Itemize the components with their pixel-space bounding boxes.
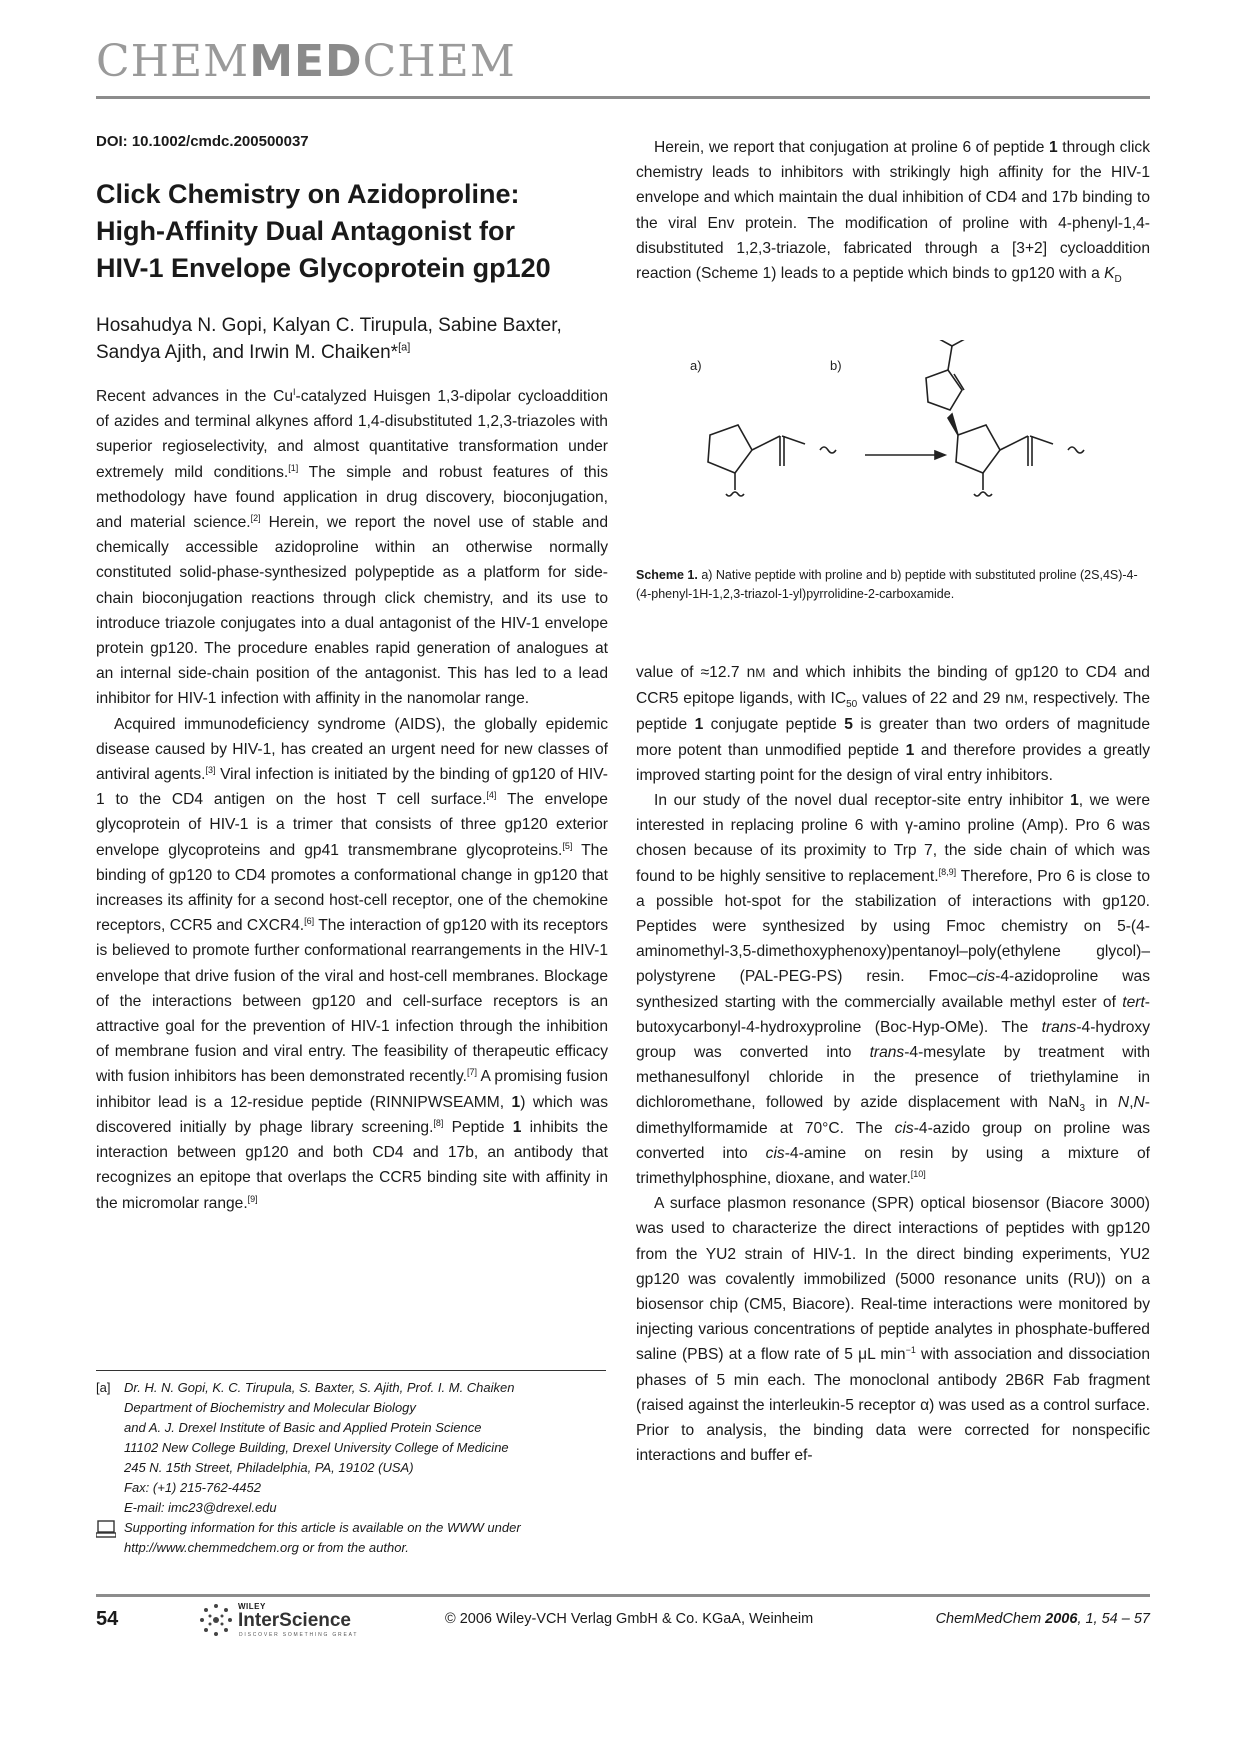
page-number: 54 bbox=[96, 1608, 119, 1630]
right-top-text: Herein, we report that conjugation at proline 6 of peptide 1 through click chemistry leads to inhibitors with strikingly high affinity for the HIV-1 envelope and which maintain the dual inhibition of CD4 and 17b binding to the viral Env protein. The modification of proline with 4-phenyl-1,4-disubstituted 1,2,3-triazole, fabricated through a [3+2] cycloaddition reaction (Scheme 1) leads to a peptide which binds to gp120 with a $K_D$ bbox=[636, 139, 1150, 286]
scheme-label-b: b) bbox=[830, 358, 842, 373]
authors: Hosahudya N. Gopi, Kalyan C. Tirupula, Sabine Baxter, Sandya Ajith, and Irwin M. Chaiken*[a] bbox=[96, 315, 562, 363]
computer-icon bbox=[96, 1520, 116, 1538]
header-rule bbox=[96, 96, 1150, 99]
footer-rule bbox=[96, 1594, 1150, 1597]
citation: ChemMedChem 2006, 1, 54 – 57 bbox=[935, 1611, 1150, 1627]
copyright: © 2006 Wiley-VCH Verlag GmbH & Co. KGaA, Weinheim bbox=[445, 1611, 814, 1627]
interscience-logo: WILEY InterScience DISCOVER SOMETHING GREAT bbox=[198, 1602, 378, 1638]
footnote-rule bbox=[96, 1370, 606, 1371]
journal-title: CHEMMEDCHEM bbox=[96, 36, 516, 87]
globe-icon bbox=[198, 1602, 234, 1638]
scheme-1-structures bbox=[690, 340, 1130, 560]
scheme-label-a: a) bbox=[690, 358, 702, 373]
scheme-caption: Scheme 1. a) Native peptide with proline and b) peptide with substituted proline (2S,4S)-4-(4-phenyl-1H-1,2,3-triazol-1-yl)pyrrolidine-2-carboxamide. bbox=[636, 568, 1138, 601]
intro-text: Recent advances in the $Cu^I$-catalyzed Huisgen 1,3-dipolar cycloaddition of azides and terminal alkynes afford 1,4-disubstituted 1,2,3-triazoles with superior regioselectivity, and almost quantitative transformation under extremely mild conditions.[1] The simple and robust features of this methodology have found application in drug discovery, bioconjugation, and material science.[2] Herein, we report the novel use of stable and chemically accessible azidoproline within an otherwise normally constituted solid-phase-synthesized polypeptide as a platform for side-chain bioconjugation reactions through click chemistry, and its use to introduce triazole conjugates into a dual antagonist of the HIV-1 envelope protein gp120. The procedure enables rapid generation of analogues at an internal side-chain position of the antagonist. This has led to a lead inhibitor for HIV-1 infection with affinity in the nanomolar range. Acquired immunodeficiency syndrome (AIDS), the globally epidemic disease caused by HIV-1, has created an urgent need for new classes of antiviral agents.[3] Viral infection is initiated by the binding of gp120 of HIV-1 to the CD4 antigen on the host T cell surface.[4] The envelope glycoprotein of HIV-1 is a trimer that consists of three gp120 exterior envelope glycoproteins and gp41 transmembrane glycoproteins.[5] The binding of gp120 to CD4 promotes a conformational change in gp120 that increases its affinity for a second host-cell receptor, one of the chemokine receptors, CCR5 and CXCR4.[6] The interaction of gp120 with its receptors is believed to promote further conformational rearrangements in the HIV-1 envelope that drive fusion of the viral and host-cell membranes. Blockage of the interactions between gp120 and cell-surface receptors is an attractive goal for the prevention of HIV-1 infection through the inhibition of membrane fusion and viral entry. The feasibility of therapeutic efficacy with fusion inhibitors has been demonstrated recently.[7] A promising fusion inhibitor lead is a 12-residue peptide (RINNIPWSEAMM, 1) which was discovered initially by phage library screening.[8] Peptide 1 inhibits the interaction between gp120 and both CD4 and 17b, an antibody that recognizes an epitope that overlaps the CCR5 binding site with affinity in the micromolar range.[9] bbox=[96, 386, 609, 1212]
article-title: Click Chemistry on Azidoproline: High-Affinity Dual Antagonist for HIV-1 Envelope Glycoprotein gp120 bbox=[96, 179, 551, 283]
right-bottom-text: value of ≈12.7 nM and which inhibits the binding of gp120 to CD4 and CCR5 epitope ligands, with $IC_{50}$ values of 22 and 29 nM, respectively. The peptide 1 conjugate peptide 5 is greater than two orders of magnitude more potent than unmodified peptide 1 and therefore provides a greatly improved starting point for the design of viral entry inhibitors. In our study of the novel dual receptor-site entry inhibitor 1, we were interested in replacing proline 6 with γ-amino proline (Amp). Pro 6 was chosen because of its proximity to Trp 7, the side chain of which was found to be highly sensitive to replacement.[8,9] Therefore, Pro 6 is close to a possible hot-spot for the stabilization of interactions with gp120. Peptides were synthesized by using Fmoc chemistry on 5-(4-aminomethyl-3,5-dimethoxyphenoxy)pentanoyl–poly(ethylene glycol)–polystyrene (PAL-PEG-PS) resin. Fmoc–cis-4-azidoproline was synthesized starting with the commercially available methyl ester of tert-butoxycarbonyl-4-hydroxyproline (Boc-Hyp-OMe). The trans-4-hydroxy group was converted into trans-4-mesylate by treatment with methanesulfonyl chloride in the presence of triethylamine in dichloromethane, followed by azide displacement with NaN$_3$ in N,N-dimethylformamide at 70°C. The cis-4-azido group on proline was converted into cis-4-amine on resin by using a mixture of trimethylphosphine, dioxane, and water.[10] A surface plasmon resonance (SPR) optical biosensor (Biacore 3000) was used to characterize the direct interactions of peptides with gp120 from the YU2 strain of HIV-1. In the direct binding experiments, YU2 gp120 was covalently immobilized (5000 resonance units (RU)) on a biosensor chip (CM5, Biacore). Real-time interactions were monitored by injecting various concentrations of peptide analytes in phosphate-buffered saline (PBS) at a flow rate of 5 μL $\min^{-1}$ with association and dissociation phases of 5 min each. The monoclonal antibody 2B6R Fab fragment (raised against the interleukin-5 receptor α) was used as a control surface. Prior to analysis, the binding data were corrected for nonspecific interactions and buffer ef- bbox=[636, 664, 1151, 1465]
doi: DOI: 10.1002/cmdc.200500037 bbox=[96, 133, 309, 150]
